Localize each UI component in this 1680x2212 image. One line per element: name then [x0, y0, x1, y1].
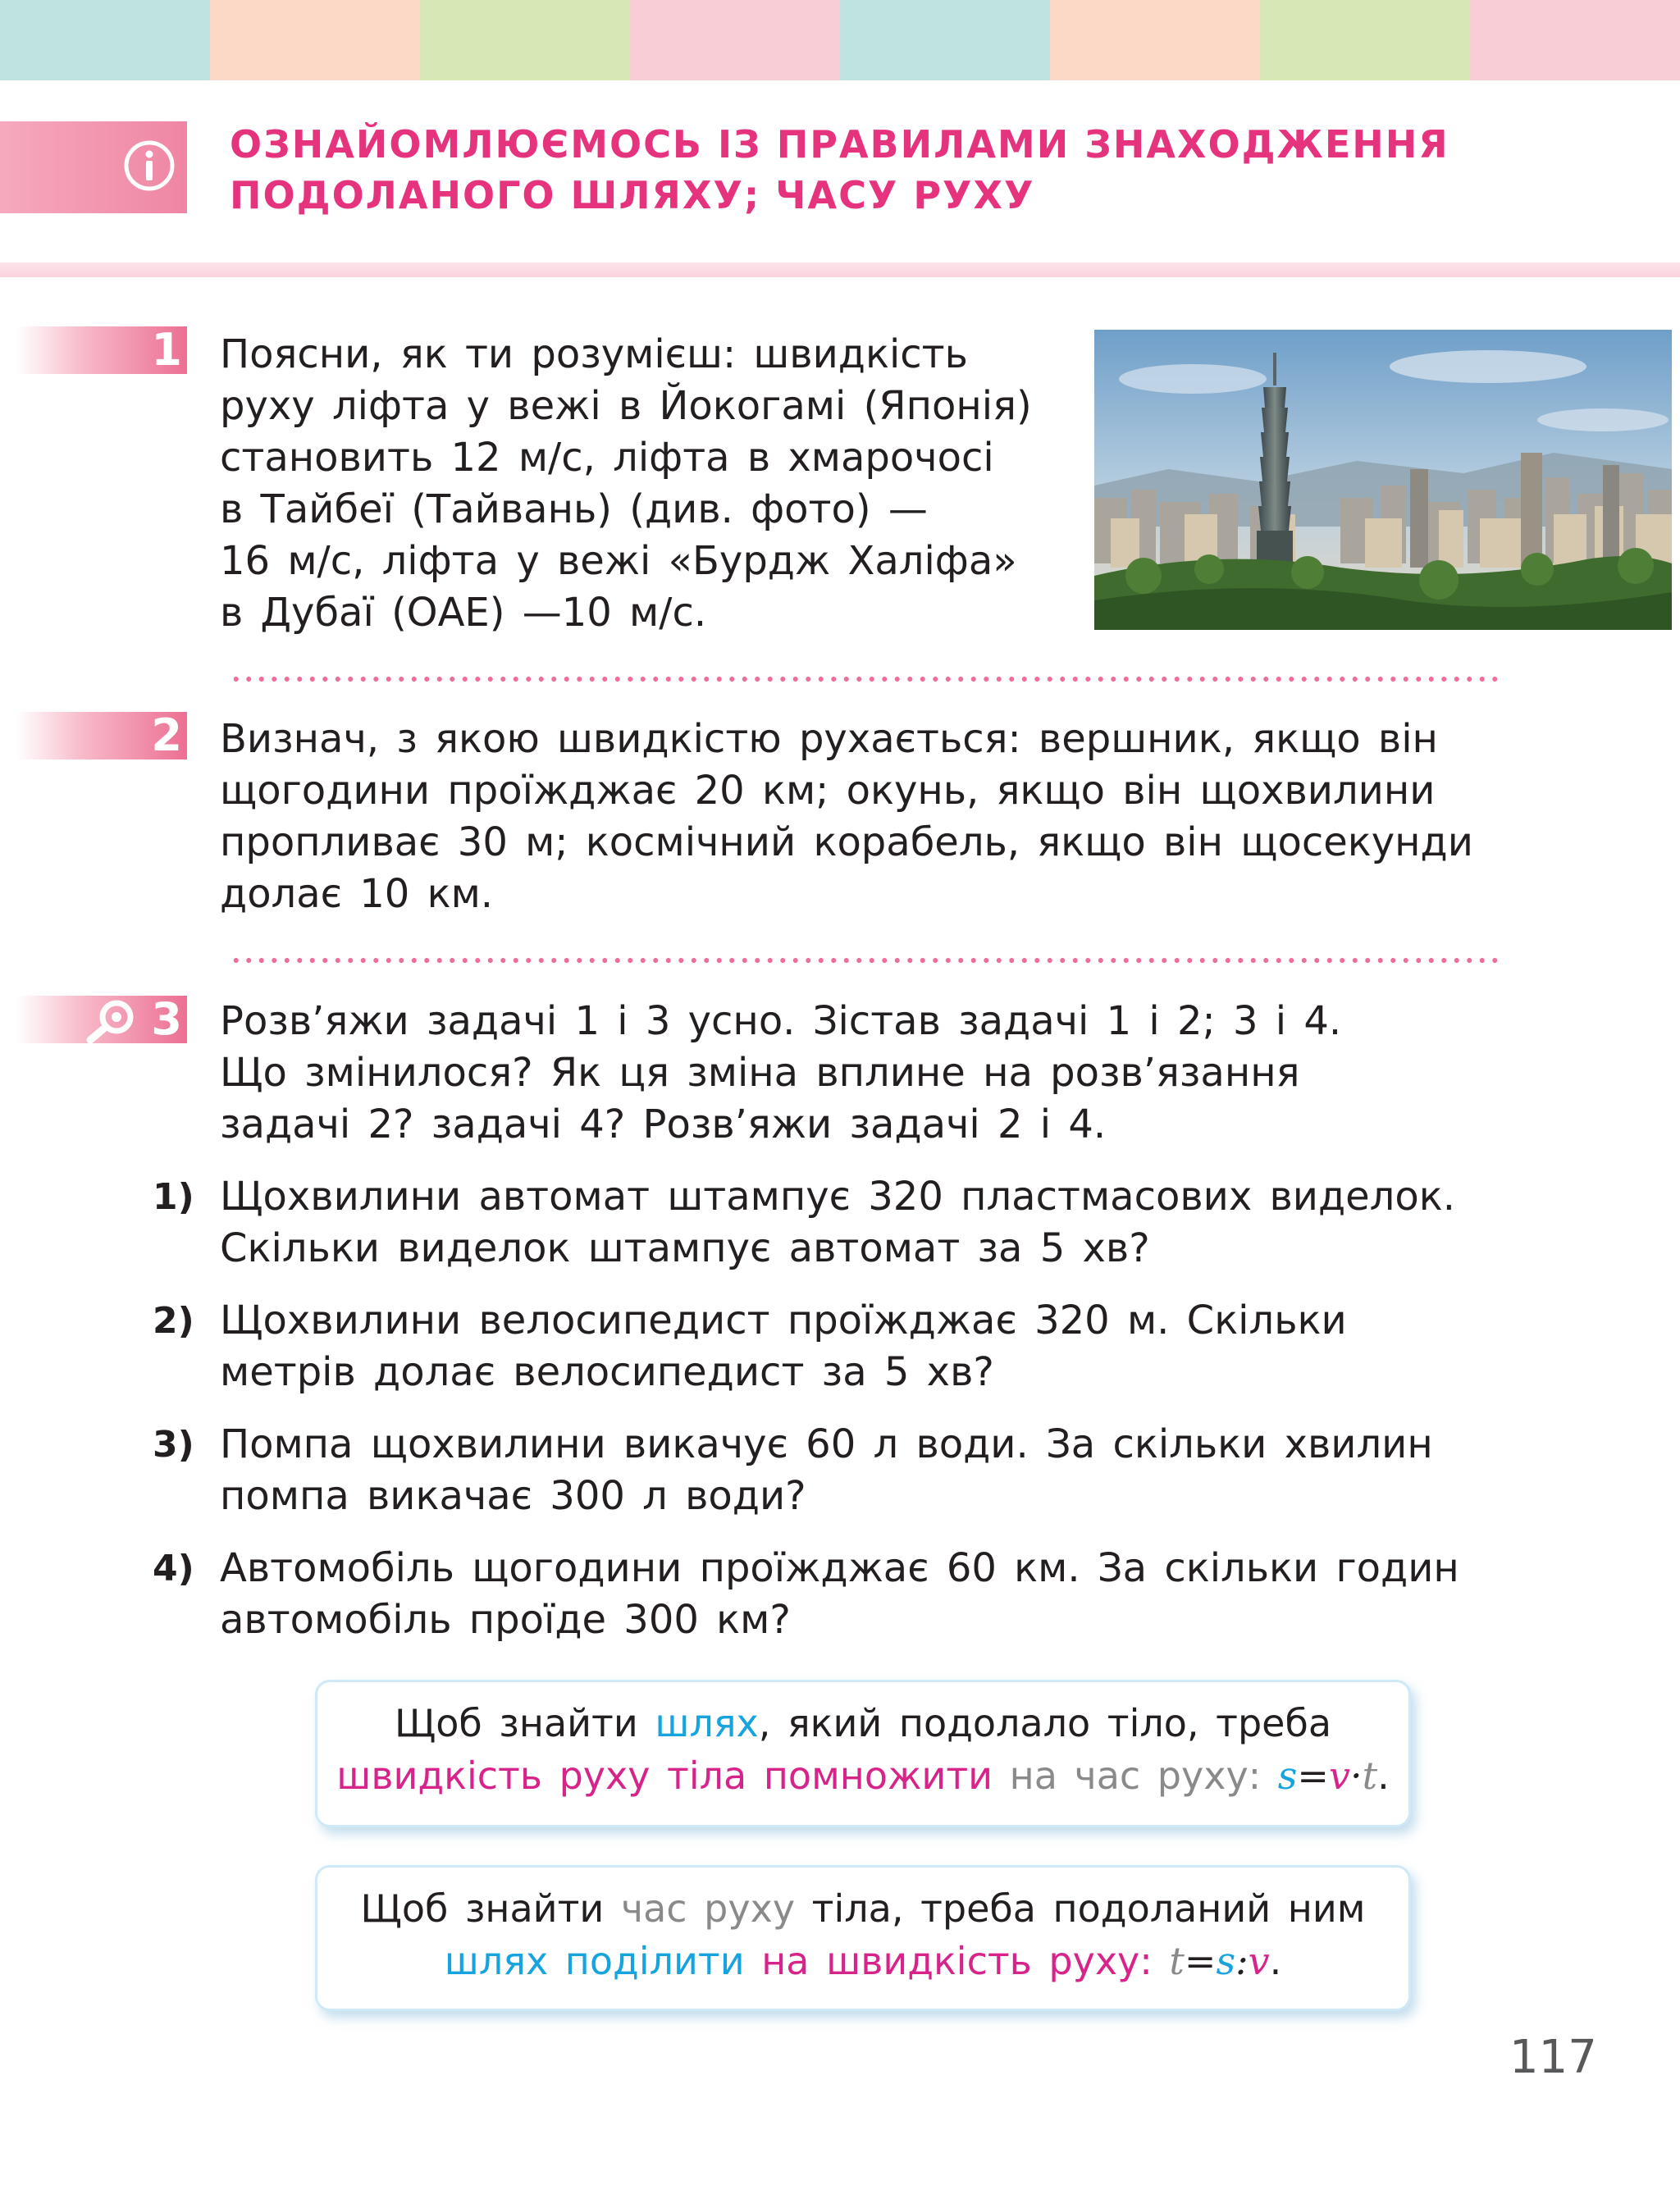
- task-1-line: в Дубаї (ОАЕ) —10 м/с.: [220, 590, 707, 636]
- subtask-1-text: [220, 1171, 1614, 1275]
- top-strip-segment: [210, 0, 420, 80]
- subtask-2-text: [220, 1295, 1614, 1398]
- task-2-line: долає 10 км.: [220, 871, 494, 917]
- subtask-3-text: [220, 1419, 1614, 1522]
- top-strip-segment: [630, 0, 840, 80]
- formula-t: t: [1362, 1754, 1378, 1798]
- subtask-line: Автомобіль щогодини проїжджає 60 км. За скільки годин: [220, 1545, 1459, 1591]
- header-divider: [0, 262, 1680, 277]
- top-strip-segment: [420, 0, 630, 80]
- dotted-divider-1: [230, 677, 1497, 682]
- rule-keyword-time: час руху: [620, 1886, 796, 1931]
- task-3-line: Розв’яжи задачі 1 і 3 усно. Зістав задачі 1 і 2; 3 і 4.: [220, 998, 1342, 1044]
- rule-keyword-divide: шлях поділити: [444, 1939, 745, 1983]
- task-2-number: 2: [151, 709, 182, 761]
- top-strip-segment: [1050, 0, 1260, 80]
- formula-s: s: [1216, 1939, 1236, 1983]
- section-title-line-1: ОЗНАЙОМЛЮЄМОСЬ ІЗ ПРАВИЛАМИ ЗНАХОДЖЕННЯ: [230, 122, 1449, 166]
- task-2-line: пропливає 30 м; космічний корабель, якщо він щосекунди: [220, 819, 1473, 865]
- task-3-line: Що змінилося? Як ця зміна вплине на розв’язання: [220, 1050, 1300, 1096]
- rule-text: на: [744, 1939, 827, 1983]
- magnifier-icon: [84, 996, 143, 1045]
- formula-v: v: [1248, 1939, 1270, 1983]
- formula-period: .: [1377, 1754, 1390, 1798]
- task-3-text: [220, 996, 1614, 1151]
- task-1-number: 1: [151, 324, 182, 376]
- task-1-text: [220, 329, 1081, 639]
- formula-s: s: [1277, 1754, 1298, 1798]
- section-title: [230, 119, 1624, 221]
- subtask-line: Щохвилини автомат штампує 320 пластмасових виделок.: [220, 1174, 1455, 1220]
- task-1-number-tab: [16, 326, 187, 374]
- formula-v: v: [1328, 1754, 1350, 1798]
- rule-text: Щоб знайти: [394, 1701, 655, 1745]
- subtask-line: Щохвилини велосипедист проїжджає 320 м. Скільки: [220, 1298, 1347, 1343]
- task-1-line: руху ліфта у вежі в Йокогамі (Японія): [220, 383, 1032, 429]
- task-1-line: Поясни, як ти розумієш: швидкість: [220, 331, 968, 377]
- task-2-line: щогодини проїжджає 20 км; окунь, якщо він щохвилини: [220, 768, 1436, 814]
- rule-box-distance: [315, 1680, 1411, 1827]
- rule-keyword-multiply: швидкість руху тіла помножити: [336, 1754, 993, 1798]
- top-strip-segment: [1470, 0, 1680, 80]
- rule-keyword-path: шлях: [655, 1701, 759, 1745]
- task-2-number-tab: [16, 709, 187, 761]
- formula-dot: ·: [1349, 1754, 1363, 1798]
- task-1-line: 16 м/с, ліфта у вежі «Бурдж Халіфа»: [220, 538, 1017, 584]
- top-strip-segment: [0, 0, 210, 80]
- rule-1-line-1: [317, 1699, 1408, 1748]
- rule-keyword-speed: швидкість руху: [826, 1939, 1140, 1983]
- top-color-strip: [0, 0, 1680, 80]
- formula-equals: =: [1184, 1939, 1217, 1983]
- top-strip-segment: [840, 0, 1050, 80]
- task-2-text: [220, 714, 1614, 920]
- formula-equals: =: [1297, 1754, 1329, 1798]
- subtask-line: автомобіль проїде 300 км?: [220, 1597, 791, 1643]
- formula-period: .: [1269, 1939, 1282, 1983]
- subtask-4-text: [220, 1543, 1614, 1646]
- subtask-1-label: 1): [153, 1176, 194, 1218]
- formula-colon: :: [1235, 1939, 1249, 1983]
- task-1-line: в Тайбеї (Тайвань) (див. фото) —: [220, 486, 928, 532]
- task-3-line: задачі 2? задачі 4? Розв’яжи задачі 2 і 4.: [220, 1101, 1107, 1147]
- top-strip-segment: [1260, 0, 1470, 80]
- task-3-number: 3: [151, 993, 182, 1045]
- rule-text: на час руху:: [993, 1754, 1278, 1798]
- info-icon: [123, 139, 176, 192]
- dotted-divider-2: [230, 958, 1497, 963]
- subtask-4-label: 4): [153, 1548, 194, 1589]
- rule-text: Щоб знайти: [360, 1886, 621, 1931]
- subtask-2-label: 2): [153, 1300, 194, 1342]
- taipei-skyline-photo: [1094, 330, 1672, 630]
- subtask-3-label: 3): [153, 1424, 194, 1466]
- task-1-line: становить 12 м/с, ліфта в хмарочосі: [220, 435, 994, 481]
- subtask-line: Скільки виделок штампує автомат за 5 хв?: [220, 1225, 1150, 1271]
- subtask-line: метрів долає велосипедист за 5 хв?: [220, 1349, 994, 1395]
- rule-text: , який подолало тіло, треба: [758, 1701, 1332, 1745]
- section-title-line-2: ПОДОЛАНОГО ШЛЯХУ; ЧАСУ РУХУ: [230, 173, 1035, 217]
- rule-text: :: [1139, 1939, 1170, 1983]
- page-number: 117: [1509, 2031, 1597, 2084]
- rule-2-line-2: [317, 1936, 1408, 1986]
- subtask-line: Помпа щохвилини викачує 60 л води. За скільки хвилин: [220, 1421, 1433, 1467]
- rule-text: тіла, треба подоланий ним: [795, 1886, 1366, 1931]
- rule-2-line-1: [317, 1884, 1408, 1933]
- task-2-line: Визнач, з якою швидкістю рухається: вершник, якщо він: [220, 716, 1438, 762]
- rule-box-time: [315, 1865, 1411, 2011]
- rule-1-line-2: [317, 1751, 1408, 1800]
- subtask-line: помпа викачає 300 л води?: [220, 1473, 806, 1519]
- formula-t: t: [1169, 1939, 1185, 1983]
